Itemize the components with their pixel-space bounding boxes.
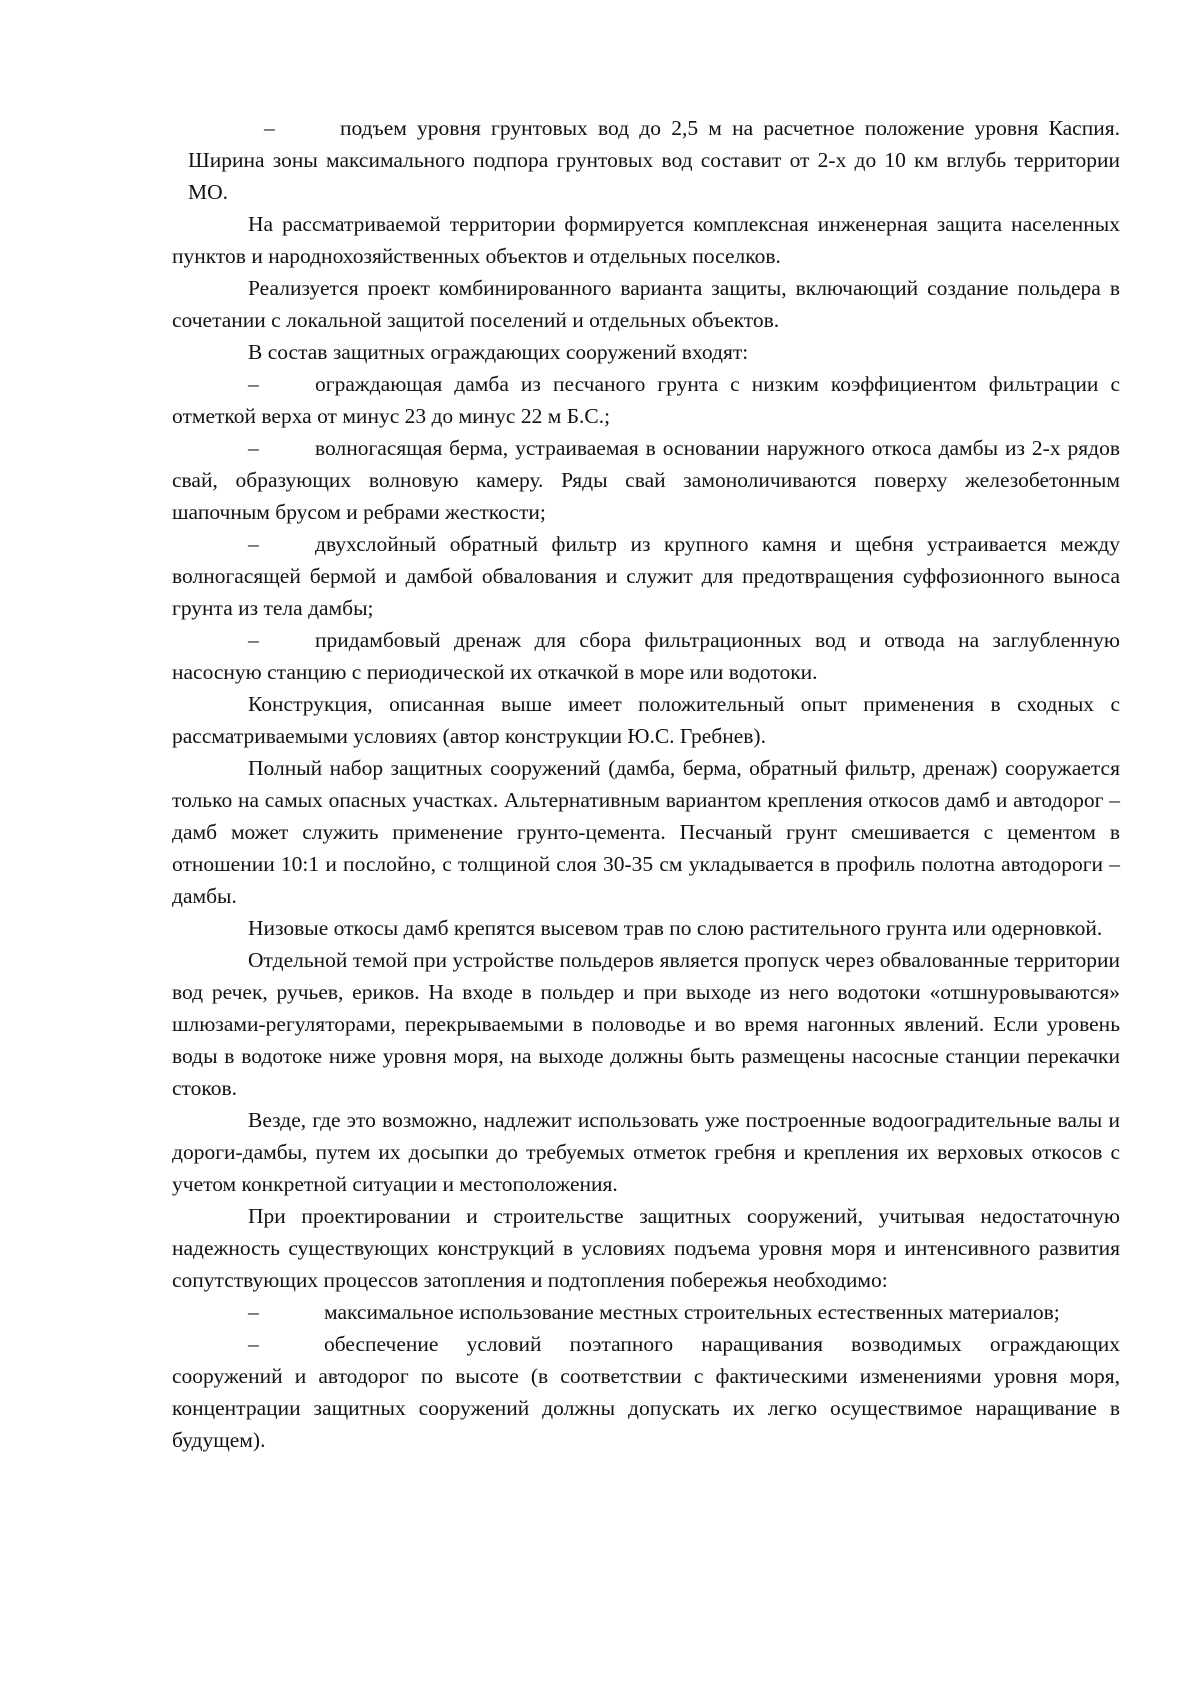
paragraph-text: обеспечение условий поэтапного наращивания возводимых ограждающих сооружений и автодорог по высоте (в соответствии с фактическими изменениями уровня моря, концентрации защитных сооружений должны допускать их легко осуществимое наращивание в будущем). bbox=[172, 1332, 1120, 1452]
paragraph bbox=[172, 272, 1120, 336]
paragraph-text: максимальное использование местных строительных естественных материалов; bbox=[324, 1300, 1060, 1324]
paragraph-text: Реализуется проект комбинированного варианта защиты, включающий создание польдера в сочетании с локальной защитой поселений и отдельных объектов. bbox=[172, 276, 1120, 332]
paragraph bbox=[172, 912, 1120, 944]
paragraph-dash bbox=[172, 528, 1120, 624]
paragraph-text: Везде, где это возможно, надлежит использовать уже построенные водооградительные валы и дороги-дамбы, путем их досыпки до требуемых отметок гребня и крепления их верховых откосов с учетом конкретной ситуации и местоположения. bbox=[172, 1108, 1120, 1196]
dash-marker: – bbox=[248, 628, 259, 652]
dash-marker: – bbox=[248, 1300, 259, 1324]
paragraph-dash bbox=[172, 1328, 1120, 1456]
paragraph-text: подъем уровня грунтовых вод до 2,5 м на расчетное положение уровня Каспия. Ширина зоны максимального подпора грунтовых вод составит от 2-х до 10 км вглубь территории МО. bbox=[188, 116, 1120, 204]
paragraph-text: придамбовый дренаж для сбора фильтрационных вод и отвода на заглубленную насосную станцию с периодической их откачкой в море или водотоки. bbox=[172, 628, 1120, 684]
dash-marker: – bbox=[248, 1332, 259, 1356]
paragraph-text: ограждающая дамба из песчаного грунта с низким коэффициентом фильтрации с отметкой верха от минус 23 до минус 22 м Б.С.; bbox=[172, 372, 1120, 428]
paragraph-dash bbox=[172, 112, 1120, 208]
document-body bbox=[172, 112, 1120, 1456]
paragraph bbox=[172, 1104, 1120, 1200]
paragraph bbox=[172, 944, 1120, 1104]
paragraph-dash bbox=[172, 368, 1120, 432]
dash-marker: – bbox=[248, 436, 259, 460]
paragraph-text: Конструкция, описанная выше имеет положительный опыт применения в сходных с рассматриваемыми условиях (автор конструкции Ю.С. Гребнев). bbox=[172, 692, 1120, 748]
paragraph-text: На рассматриваемой территории формируется комплексная инженерная защита населенных пунктов и народнохозяйственных объектов и отдельных поселков. bbox=[172, 212, 1120, 268]
paragraph-dash bbox=[172, 1296, 1120, 1328]
paragraph-text: Отдельной темой при устройстве польдеров является пропуск через обвалованные территории вод речек, ручьев, ериков. На входе в польдер и при выходе из него водотоки «отшнуровываются» шлюзами-регуляторами, перекрываемыми в половодье и во время нагонных явлений. Если уровень воды в водотоке ниже уровня моря, на выходе должны быть размещены насосные станции перекачки стоков. bbox=[172, 948, 1120, 1100]
paragraph-text: При проектировании и строительстве защитных сооружений, учитывая недостаточную надежность существующих конструкций в условиях подъема уровня моря и интенсивного развития сопутствующих процессов затопления и подтопления побережья необходимо: bbox=[172, 1204, 1120, 1292]
paragraph bbox=[172, 688, 1120, 752]
dash-marker: – bbox=[264, 116, 275, 140]
paragraph bbox=[172, 1200, 1120, 1296]
dash-marker: – bbox=[248, 372, 259, 396]
paragraph-text: В состав защитных ограждающих сооружений входят: bbox=[248, 340, 749, 364]
paragraph bbox=[172, 752, 1120, 912]
paragraph-dash bbox=[172, 624, 1120, 688]
paragraph-text: Полный набор защитных сооружений (дамба, берма, обратный фильтр, дренаж) сооружается только на самых опасных участках. Альтернативным вариантом крепления откосов дамб и автодорог – дамб может служить применение грунто-цемента. Песчаный грунт смешивается с цементом в отношении 10:1 и послойно, с толщиной слоя 30-35 см укладывается в профиль полотна автодороги – дамбы. bbox=[172, 756, 1120, 908]
paragraph-text: двухслойный обратный фильтр из крупного камня и щебня устраивается между волногасящей бермой и дамбой обвалования и служит для предотвращения суффозионного выноса грунта из тела дамбы; bbox=[172, 532, 1120, 620]
paragraph bbox=[172, 336, 1120, 368]
paragraph-text: Низовые откосы дамб крепятся высевом трав по слою растительного грунта или одерновкой. bbox=[248, 916, 1103, 940]
paragraph bbox=[172, 208, 1120, 272]
paragraph-dash bbox=[172, 432, 1120, 528]
paragraph-text: волногасящая берма, устраиваемая в основании наружного откоса дамбы из 2-х рядов свай, образующих волновую камеру. Ряды свай замоноличиваются поверху железобетонным шапочным брусом и ребрами жесткости; bbox=[172, 436, 1120, 524]
dash-marker: – bbox=[248, 532, 259, 556]
